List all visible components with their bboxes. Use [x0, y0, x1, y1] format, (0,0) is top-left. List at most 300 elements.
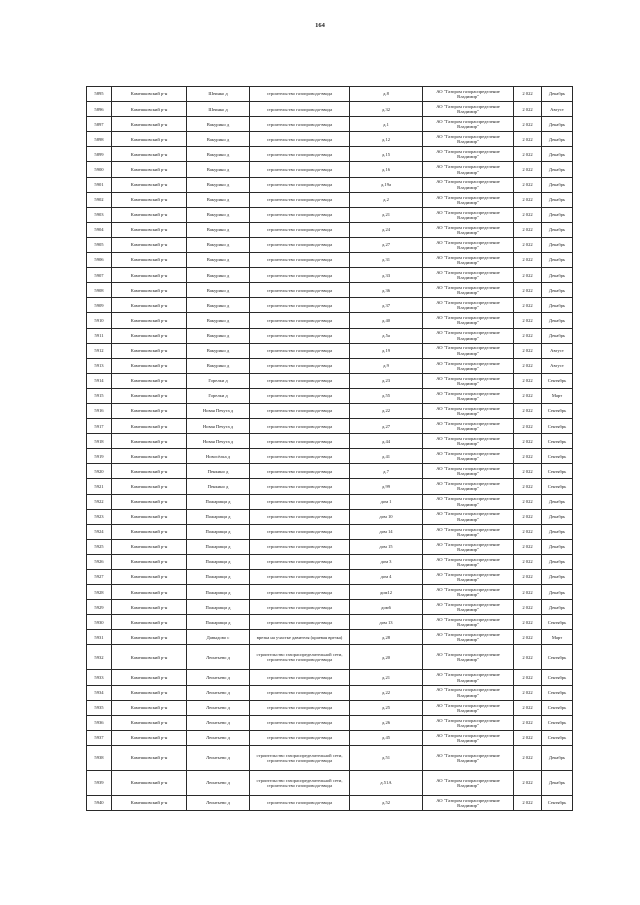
- organization-cell: АО "Газпром газораспределение Владимир": [423, 554, 514, 569]
- address-cell: дом 3: [350, 554, 423, 569]
- organization-cell: АО "Газпром газораспределение Владимир": [423, 509, 514, 524]
- year-cell: 2 022: [514, 770, 542, 795]
- work-type-cell: строительство газораспределительной сети, строительство газопровода-ввода: [250, 645, 350, 670]
- table-row: [87, 630, 573, 645]
- organization-cell: АО "Газпром газораспределение Владимир": [423, 770, 514, 795]
- settlement-cell: Вакурино д: [187, 177, 250, 192]
- organization-cell: АО "Газпром газораспределение Владимир": [423, 373, 514, 388]
- row-number-cell: 5897: [87, 117, 112, 132]
- district-cell: Камешковский р-н: [112, 403, 187, 418]
- month-cell: Декабрь: [542, 539, 573, 554]
- address-cell: д.20: [350, 645, 423, 670]
- work-type-cell: строительство газораспределительной сети, строительство газопровода-ввода: [250, 745, 350, 770]
- organization-cell: АО "Газпром газораспределение Владимир": [423, 388, 514, 403]
- settlement-cell: Новая Печуга д: [187, 434, 250, 449]
- address-cell: д.27: [350, 237, 423, 252]
- month-cell: Сентябрь: [542, 645, 573, 670]
- month-cell: Декабрь: [542, 745, 573, 770]
- organization-cell: АО "Газпром газораспределение Владимир": [423, 645, 514, 670]
- settlement-cell: Вакурино д: [187, 328, 250, 343]
- district-cell: Камешковский р-н: [112, 645, 187, 670]
- address-cell: д.22: [350, 685, 423, 700]
- month-cell: Сентябрь: [542, 730, 573, 745]
- month-cell: Сентябрь: [542, 795, 573, 810]
- address-cell: дом 4: [350, 570, 423, 585]
- table-row: [87, 795, 573, 810]
- settlement-cell: Вакурино д: [187, 358, 250, 373]
- row-number-cell: 5919: [87, 449, 112, 464]
- year-cell: 2 022: [514, 645, 542, 670]
- work-type-cell: строительство газораспределительной сети, строительство газопровода-ввода: [250, 770, 350, 795]
- organization-cell: АО "Газпром газораспределение Владимир": [423, 403, 514, 418]
- organization-cell: АО "Газпром газораспределение Владимир": [423, 600, 514, 615]
- year-cell: 2 022: [514, 253, 542, 268]
- year-cell: 2 022: [514, 570, 542, 585]
- organization-cell: АО "Газпром газораспределение Владимир": [423, 615, 514, 630]
- table-row: [87, 117, 573, 132]
- row-number-cell: 5920: [87, 464, 112, 479]
- table-row: [87, 253, 573, 268]
- work-type-cell: строительство газопровода-ввода: [250, 434, 350, 449]
- year-cell: 2 022: [514, 509, 542, 524]
- address-cell: д.22: [350, 403, 423, 418]
- work-type-cell: строительство газопровода-ввода: [250, 730, 350, 745]
- district-cell: Камешковский р-н: [112, 328, 187, 343]
- district-cell: Камешковский р-н: [112, 670, 187, 685]
- table-row: [87, 147, 573, 162]
- month-cell: Сентябрь: [542, 419, 573, 434]
- table-row: [87, 87, 573, 102]
- district-cell: Камешковский р-н: [112, 685, 187, 700]
- month-cell: Декабрь: [542, 585, 573, 600]
- organization-cell: АО "Газпром газораспределение Владимир": [423, 539, 514, 554]
- organization-cell: АО "Газпром газораспределение Владимир": [423, 685, 514, 700]
- district-cell: Камешковский р-н: [112, 509, 187, 524]
- month-cell: Декабрь: [542, 509, 573, 524]
- table-row: [87, 403, 573, 418]
- row-number-cell: 5921: [87, 479, 112, 494]
- month-cell: Сентябрь: [542, 449, 573, 464]
- row-number-cell: 5934: [87, 685, 112, 700]
- month-cell: Сентябрь: [542, 403, 573, 418]
- organization-cell: АО "Газпром газораспределение Владимир": [423, 585, 514, 600]
- row-number-cell: 5927: [87, 570, 112, 585]
- month-cell: Декабрь: [542, 117, 573, 132]
- table-row: [87, 615, 573, 630]
- address-cell: д.51А: [350, 770, 423, 795]
- settlement-cell: Новосёлка д: [187, 449, 250, 464]
- year-cell: 2 022: [514, 207, 542, 222]
- work-type-cell: строительство газопровода-ввода: [250, 102, 350, 117]
- work-type-cell: строительство газопровода-ввода: [250, 222, 350, 237]
- address-cell: д.21: [350, 207, 423, 222]
- organization-cell: АО "Газпром газораспределение Владимир": [423, 570, 514, 585]
- year-cell: 2 022: [514, 479, 542, 494]
- district-cell: Камешковский р-н: [112, 102, 187, 117]
- district-cell: Камешковский р-н: [112, 570, 187, 585]
- work-type-cell: строительство газопровода-ввода: [250, 237, 350, 252]
- work-type-cell: строительство газопровода-ввода: [250, 283, 350, 298]
- row-number-cell: 5914: [87, 373, 112, 388]
- organization-cell: АО "Газпром газораспределение Владимир": [423, 745, 514, 770]
- month-cell: Декабрь: [542, 253, 573, 268]
- month-cell: Декабрь: [542, 132, 573, 147]
- year-cell: 2 022: [514, 449, 542, 464]
- address-cell: дом 15: [350, 539, 423, 554]
- settlement-cell: Вакурино д: [187, 313, 250, 328]
- row-number-cell: 5908: [87, 283, 112, 298]
- month-cell: Декабрь: [542, 313, 573, 328]
- address-cell: д.15: [350, 147, 423, 162]
- organization-cell: АО "Газпром газораспределение Владимир": [423, 253, 514, 268]
- registry-table-body: [87, 87, 573, 811]
- district-cell: Камешковский р-н: [112, 554, 187, 569]
- address-cell: д.55: [350, 388, 423, 403]
- year-cell: 2 022: [514, 715, 542, 730]
- month-cell: Август: [542, 358, 573, 373]
- district-cell: Камешковский р-н: [112, 524, 187, 539]
- row-number-cell: 5936: [87, 715, 112, 730]
- month-cell: Декабрь: [542, 328, 573, 343]
- district-cell: Камешковский р-н: [112, 87, 187, 102]
- month-cell: Сентябрь: [542, 670, 573, 685]
- district-cell: Камешковский р-н: [112, 207, 187, 222]
- year-cell: 2 022: [514, 192, 542, 207]
- table-row: [87, 192, 573, 207]
- year-cell: 2 022: [514, 298, 542, 313]
- address-cell: д.9: [350, 358, 423, 373]
- district-cell: Камешковский р-н: [112, 730, 187, 745]
- work-type-cell: строительство газопровода-ввода: [250, 670, 350, 685]
- settlement-cell: Шеинко д: [187, 102, 250, 117]
- address-cell: дом6: [350, 600, 423, 615]
- settlement-cell: Вакурино д: [187, 237, 250, 252]
- year-cell: 2 022: [514, 554, 542, 569]
- organization-cell: АО "Газпром газораспределение Владимир": [423, 358, 514, 373]
- district-cell: Камешковский р-н: [112, 192, 187, 207]
- year-cell: 2 022: [514, 313, 542, 328]
- work-type-cell: строительство газопровода-ввода: [250, 700, 350, 715]
- district-cell: Камешковский р-н: [112, 494, 187, 509]
- table-row: [87, 222, 573, 237]
- organization-cell: АО "Газпром газораспределение Владимир": [423, 670, 514, 685]
- year-cell: 2 022: [514, 358, 542, 373]
- district-cell: Камешковский р-н: [112, 253, 187, 268]
- table-row: [87, 373, 573, 388]
- settlement-cell: Леонтьево д: [187, 770, 250, 795]
- work-type-cell: строительство газопровода-ввода: [250, 253, 350, 268]
- settlement-cell: Леонтьево д: [187, 730, 250, 745]
- year-cell: 2 022: [514, 117, 542, 132]
- address-cell: д.2: [350, 192, 423, 207]
- year-cell: 2 022: [514, 177, 542, 192]
- district-cell: Камешковский р-н: [112, 283, 187, 298]
- settlement-cell: Леонтьево д: [187, 700, 250, 715]
- table-row: [87, 207, 573, 222]
- organization-cell: АО "Газпром газораспределение Владимир": [423, 192, 514, 207]
- district-cell: Камешковский р-н: [112, 373, 187, 388]
- year-cell: 2 022: [514, 585, 542, 600]
- work-type-cell: строительство газопровода-ввода: [250, 87, 350, 102]
- work-type-cell: строительство газопровода-ввода: [250, 388, 350, 403]
- row-number-cell: 5909: [87, 298, 112, 313]
- month-cell: Март: [542, 388, 573, 403]
- address-cell: д.31: [350, 253, 423, 268]
- settlement-cell: Леонтьево д: [187, 685, 250, 700]
- address-cell: д.12: [350, 132, 423, 147]
- row-number-cell: 5929: [87, 600, 112, 615]
- table-row: [87, 554, 573, 569]
- year-cell: 2 022: [514, 132, 542, 147]
- district-cell: Камешковский р-н: [112, 615, 187, 630]
- settlement-cell: Вакурино д: [187, 192, 250, 207]
- settlement-cell: Вакурино д: [187, 162, 250, 177]
- month-cell: Декабрь: [542, 192, 573, 207]
- year-cell: 2 022: [514, 388, 542, 403]
- settlement-cell: Пожарищи д: [187, 615, 250, 630]
- row-number-cell: 5898: [87, 132, 112, 147]
- district-cell: Камешковский р-н: [112, 449, 187, 464]
- work-type-cell: строительство газопровода-ввода: [250, 162, 350, 177]
- month-cell: Сентябрь: [542, 464, 573, 479]
- district-cell: Камешковский р-н: [112, 600, 187, 615]
- district-cell: Камешковский р-н: [112, 132, 187, 147]
- row-number-cell: 5904: [87, 222, 112, 237]
- table-row: [87, 343, 573, 358]
- month-cell: Декабрь: [542, 207, 573, 222]
- settlement-cell: Леонтьево д: [187, 795, 250, 810]
- settlement-cell: Пенкино д: [187, 479, 250, 494]
- address-cell: д.36: [350, 283, 423, 298]
- page-number: 164: [315, 22, 325, 29]
- work-type-cell: строительство газопровода-ввода: [250, 479, 350, 494]
- month-cell: Декабрь: [542, 177, 573, 192]
- row-number-cell: 5931: [87, 630, 112, 645]
- settlement-cell: Вакурино д: [187, 207, 250, 222]
- month-cell: Декабрь: [542, 524, 573, 539]
- row-number-cell: 5933: [87, 670, 112, 685]
- month-cell: Декабрь: [542, 600, 573, 615]
- district-cell: Камешковский р-н: [112, 268, 187, 283]
- work-type-cell: строительство газопровода-ввода: [250, 570, 350, 585]
- work-type-cell: строительство газопровода-ввода: [250, 449, 350, 464]
- table-row: [87, 715, 573, 730]
- district-cell: Камешковский р-н: [112, 464, 187, 479]
- address-cell: д.23: [350, 373, 423, 388]
- organization-cell: АО "Газпром газораспределение Владимир": [423, 730, 514, 745]
- year-cell: 2 022: [514, 237, 542, 252]
- work-type-cell: строительство газопровода-ввода: [250, 795, 350, 810]
- table-row: [87, 670, 573, 685]
- settlement-cell: Леонтьево д: [187, 645, 250, 670]
- year-cell: 2 022: [514, 600, 542, 615]
- settlement-cell: Пенкино д: [187, 464, 250, 479]
- work-type-cell: строительство газопровода-ввода: [250, 685, 350, 700]
- district-cell: Камешковский р-н: [112, 237, 187, 252]
- work-type-cell: строительство газопровода-ввода: [250, 464, 350, 479]
- work-type-cell: строительство газопровода-ввода: [250, 600, 350, 615]
- year-cell: 2 022: [514, 419, 542, 434]
- settlement-cell: Леонтьево д: [187, 670, 250, 685]
- table-row: [87, 645, 573, 670]
- work-type-cell: строительство газопровода-ввода: [250, 328, 350, 343]
- year-cell: 2 022: [514, 222, 542, 237]
- year-cell: 2 022: [514, 700, 542, 715]
- month-cell: Декабрь: [542, 268, 573, 283]
- year-cell: 2 022: [514, 147, 542, 162]
- settlement-cell: Новая Печуга д: [187, 403, 250, 418]
- address-cell: д.27: [350, 419, 423, 434]
- table-row: [87, 298, 573, 313]
- settlement-cell: Пожарищи д: [187, 585, 250, 600]
- year-cell: 2 022: [514, 630, 542, 645]
- district-cell: Камешковский р-н: [112, 343, 187, 358]
- row-number-cell: 5906: [87, 253, 112, 268]
- row-number-cell: 5910: [87, 313, 112, 328]
- table-row: [87, 464, 573, 479]
- year-cell: 2 022: [514, 102, 542, 117]
- address-cell: д.8: [350, 87, 423, 102]
- year-cell: 2 022: [514, 539, 542, 554]
- year-cell: 2 022: [514, 494, 542, 509]
- address-cell: д.28: [350, 630, 423, 645]
- address-cell: д.16: [350, 162, 423, 177]
- row-number-cell: 5905: [87, 237, 112, 252]
- row-number-cell: 5935: [87, 700, 112, 715]
- organization-cell: АО "Газпром газораспределение Владимир": [423, 177, 514, 192]
- work-type-cell: строительство газопровода-ввода: [250, 509, 350, 524]
- district-cell: Камешковский р-н: [112, 434, 187, 449]
- work-type-cell: строительство газопровода-ввода: [250, 403, 350, 418]
- year-cell: 2 022: [514, 403, 542, 418]
- organization-cell: АО "Газпром газораспределение Владимир": [423, 162, 514, 177]
- settlement-cell: Вакурино д: [187, 268, 250, 283]
- table-row: [87, 268, 573, 283]
- settlement-cell: Пожарищи д: [187, 509, 250, 524]
- month-cell: Декабрь: [542, 494, 573, 509]
- month-cell: Август: [542, 343, 573, 358]
- year-cell: 2 022: [514, 745, 542, 770]
- work-type-cell: строительство газопровода-ввода: [250, 524, 350, 539]
- year-cell: 2 022: [514, 328, 542, 343]
- address-cell: д.26: [350, 715, 423, 730]
- table-row: [87, 570, 573, 585]
- settlement-cell: Пожарищи д: [187, 494, 250, 509]
- address-cell: д.51: [350, 745, 423, 770]
- table-row: [87, 388, 573, 403]
- table-row: [87, 132, 573, 147]
- month-cell: Март: [542, 630, 573, 645]
- month-cell: Декабрь: [542, 770, 573, 795]
- address-cell: д.21: [350, 670, 423, 685]
- row-number-cell: 5903: [87, 207, 112, 222]
- month-cell: Сентябрь: [542, 700, 573, 715]
- address-cell: д.32: [350, 102, 423, 117]
- month-cell: Сентябрь: [542, 615, 573, 630]
- district-cell: Камешковский р-н: [112, 177, 187, 192]
- address-cell: д.40: [350, 313, 423, 328]
- table-row: [87, 585, 573, 600]
- year-cell: 2 022: [514, 615, 542, 630]
- settlement-cell: Горелки д: [187, 388, 250, 403]
- row-number-cell: 5939: [87, 770, 112, 795]
- work-type-cell: строительство газопровода-ввода: [250, 358, 350, 373]
- address-cell: дом 1: [350, 494, 423, 509]
- organization-cell: АО "Газпром газораспределение Владимир": [423, 207, 514, 222]
- district-cell: Камешковский р-н: [112, 117, 187, 132]
- settlement-cell: Пожарищи д: [187, 600, 250, 615]
- row-number-cell: 5917: [87, 419, 112, 434]
- district-cell: Камешковский р-н: [112, 298, 187, 313]
- address-cell: д.41: [350, 449, 423, 464]
- district-cell: Камешковский р-н: [112, 358, 187, 373]
- month-cell: Декабрь: [542, 162, 573, 177]
- row-number-cell: 5912: [87, 343, 112, 358]
- district-cell: Камешковский р-н: [112, 795, 187, 810]
- organization-cell: АО "Газпром газораспределение Владимир": [423, 479, 514, 494]
- organization-cell: АО "Газпром газораспределение Владимир": [423, 102, 514, 117]
- settlement-cell: Леонтьево д: [187, 745, 250, 770]
- settlement-cell: Новая Печуга д: [187, 419, 250, 434]
- table-row: [87, 328, 573, 343]
- year-cell: 2 022: [514, 268, 542, 283]
- month-cell: Декабрь: [542, 87, 573, 102]
- settlement-cell: Давыдово с: [187, 630, 250, 645]
- work-type-cell: строительство газопровода-ввода: [250, 313, 350, 328]
- table-row: [87, 509, 573, 524]
- address-cell: д.5а: [350, 328, 423, 343]
- district-cell: Камешковский р-н: [112, 222, 187, 237]
- month-cell: Август: [542, 102, 573, 117]
- work-type-cell: строительство газопровода-ввода: [250, 419, 350, 434]
- work-type-cell: строительство газопровода-ввода: [250, 615, 350, 630]
- month-cell: Сентябрь: [542, 373, 573, 388]
- address-cell: д.33: [350, 268, 423, 283]
- work-type-cell: строительство газопровода-ввода: [250, 147, 350, 162]
- work-type-cell: строительство газопровода-ввода: [250, 373, 350, 388]
- settlement-cell: Вакурино д: [187, 132, 250, 147]
- work-type-cell: строительство газопровода-ввода: [250, 192, 350, 207]
- address-cell: д.52: [350, 795, 423, 810]
- address-cell: дом 13: [350, 615, 423, 630]
- district-cell: Камешковский р-н: [112, 539, 187, 554]
- organization-cell: АО "Газпром газораспределение Владимир": [423, 419, 514, 434]
- row-number-cell: 5918: [87, 434, 112, 449]
- address-cell: д.24: [350, 222, 423, 237]
- address-cell: д.45: [350, 730, 423, 745]
- address-cell: д.19а: [350, 177, 423, 192]
- address-cell: д.1: [350, 117, 423, 132]
- settlement-cell: Пожарищи д: [187, 554, 250, 569]
- work-type-cell: строительство газопровода-ввода: [250, 117, 350, 132]
- row-number-cell: 5932: [87, 645, 112, 670]
- organization-cell: АО "Газпром газораспределение Владимир": [423, 524, 514, 539]
- settlement-cell: Леонтьево д: [187, 715, 250, 730]
- year-cell: 2 022: [514, 795, 542, 810]
- row-number-cell: 5923: [87, 509, 112, 524]
- table-row: [87, 162, 573, 177]
- year-cell: 2 022: [514, 685, 542, 700]
- address-cell: д.99: [350, 479, 423, 494]
- table-row: [87, 449, 573, 464]
- table-row: [87, 434, 573, 449]
- year-cell: 2 022: [514, 373, 542, 388]
- month-cell: Сентябрь: [542, 479, 573, 494]
- settlement-cell: Пожарищи д: [187, 539, 250, 554]
- district-cell: Камешковский р-н: [112, 388, 187, 403]
- organization-cell: АО "Газпром газораспределение Владимир": [423, 313, 514, 328]
- table-row: [87, 479, 573, 494]
